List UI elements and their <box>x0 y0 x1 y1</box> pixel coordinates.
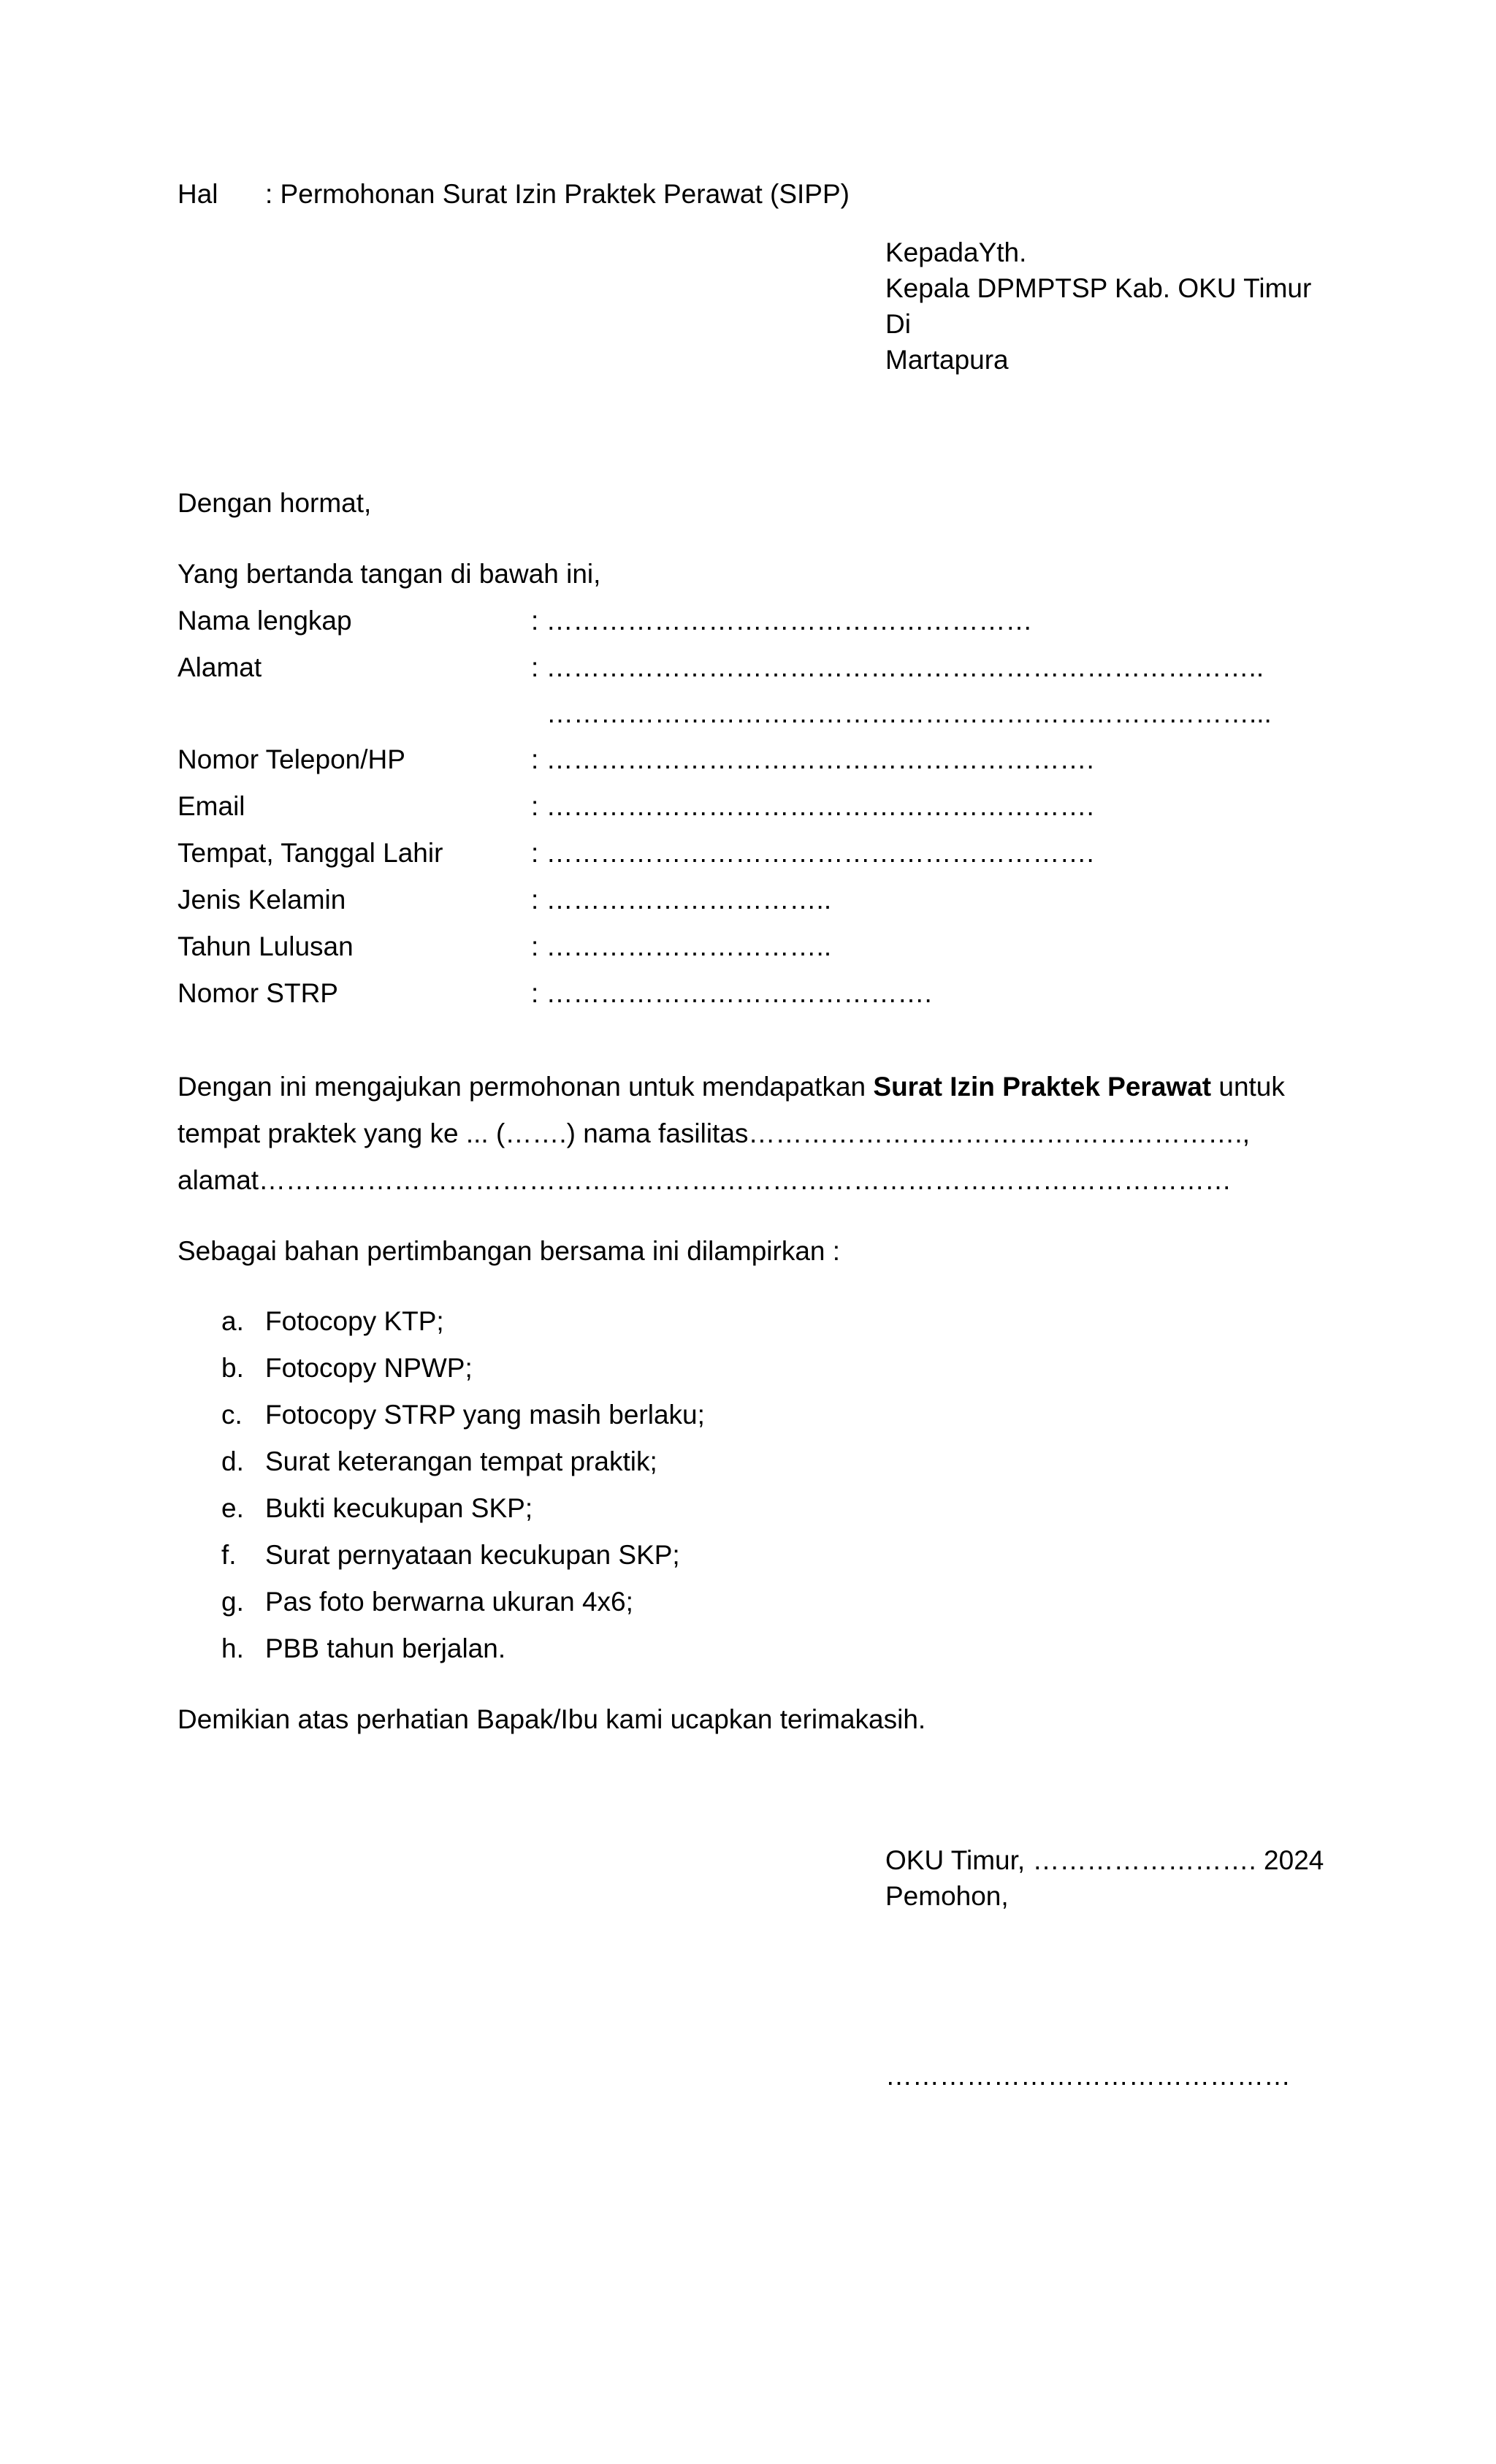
field-label: Nama lengkap <box>178 606 352 636</box>
field-label: Tahun Lulusan <box>178 931 354 961</box>
request-paragraph-line: alamat……………………………………………………………………………………………… <box>178 1165 1232 1195</box>
list-text: Pas foto berwarna ukuran 4x6; <box>265 1587 633 1617</box>
list-text: Surat pernyataan kecukupan SKP; <box>265 1540 680 1570</box>
request-permit-name: Surat Izin Praktek Perawat <box>873 1072 1212 1102</box>
list-text: Surat keterangan tempat praktik; <box>265 1446 657 1476</box>
recipient-line: Martapura <box>885 345 1009 375</box>
list-marker: b. <box>221 1353 244 1383</box>
list-marker: g. <box>221 1587 244 1617</box>
request-text: untuk <box>1211 1072 1285 1102</box>
list-marker: d. <box>221 1446 244 1476</box>
list-item <box>221 1586 633 1618</box>
field-tempat-tanggal-lahir <box>178 837 1094 869</box>
field-nama-lengkap <box>178 605 1033 637</box>
list-marker: h. <box>221 1633 244 1663</box>
field-jenis-kelamin <box>178 884 831 916</box>
list-text: Fotocopy KTP; <box>265 1306 444 1336</box>
signature-place-date: OKU Timur, ……………………. 2024 <box>885 1845 1324 1875</box>
list-text: Fotocopy STRP yang masih berlaku; <box>265 1400 705 1430</box>
list-item <box>221 1492 533 1525</box>
recipient-line: Di <box>885 309 911 339</box>
field-label: Alamat <box>178 652 262 682</box>
field-email <box>178 790 1094 823</box>
field-value: : ……………………………………………………. <box>531 838 1094 868</box>
field-value: : ………………………….. <box>531 931 832 961</box>
subject-value: : Permohonan Surat Izin Praktek Perawat (SIPP) <box>265 179 850 209</box>
list-item <box>221 1399 705 1431</box>
field-value: : ……………………………………………… <box>531 606 1033 636</box>
intro-text: Yang bertanda tangan di bawah ini, <box>178 559 601 589</box>
field-label: Tempat, Tanggal Lahir <box>178 838 443 868</box>
field-label: Email <box>178 791 245 821</box>
field-alamat <box>178 652 1264 684</box>
attachments-intro: Sebagai bahan pertimbangan bersama ini dilampirkan : <box>178 1236 841 1266</box>
list-item <box>221 1539 680 1571</box>
field-value: : ……………………………………………………. <box>531 791 1094 821</box>
field-label: Jenis Kelamin <box>178 885 346 915</box>
list-marker: a. <box>221 1306 244 1336</box>
list-marker: f. <box>221 1540 237 1570</box>
field-value: : ………………………….. <box>531 885 832 915</box>
recipient-line: KepadaYth. <box>885 237 1027 267</box>
list-item <box>221 1352 473 1384</box>
list-text: Bukti kecukupan SKP; <box>265 1493 533 1523</box>
list-text: PBB tahun berjalan. <box>265 1633 506 1663</box>
list-item <box>221 1446 657 1478</box>
list-marker: c. <box>221 1400 243 1430</box>
recipient-line: Kepala DPMPTSP Kab. OKU Timur <box>885 273 1312 303</box>
recipient-block <box>885 237 1311 380</box>
signature-role: Pemohon, <box>885 1881 1009 1911</box>
signature-name-line: ……………………………………… <box>885 2061 1291 2091</box>
field-value: : ……………………………………. <box>531 978 932 1008</box>
field-value: : ……………………………………………………. <box>531 744 1094 774</box>
field-nomor-telepon <box>178 744 1094 776</box>
request-text: Dengan ini mengajukan permohonan untuk mendapatkan <box>178 1072 874 1102</box>
list-text: Fotocopy NPWP; <box>265 1353 473 1383</box>
closing-text: Demikian atas perhatian Bapak/Ibu kami ucapkan terimakasih. <box>178 1704 926 1734</box>
field-alamat-continuation: ……………………………………………………………………... <box>546 698 1272 728</box>
list-marker: e. <box>221 1493 244 1523</box>
field-nomor-strp <box>178 977 932 1010</box>
list-item <box>221 1305 444 1338</box>
field-label: Nomor Telepon/HP <box>178 744 405 774</box>
list-item <box>221 1633 505 1665</box>
request-paragraph-line: tempat praktek yang ke ... (…….) nama fasilitas………………………………………………., <box>178 1118 1250 1148</box>
greeting: Dengan hormat, <box>178 488 372 518</box>
field-tahun-lulusan <box>178 931 831 963</box>
subject-label: Hal <box>178 179 218 209</box>
field-label: Nomor STRP <box>178 978 338 1008</box>
request-paragraph-line <box>178 1071 1285 1103</box>
field-value: : …………………………………………………………………….. <box>531 652 1264 682</box>
